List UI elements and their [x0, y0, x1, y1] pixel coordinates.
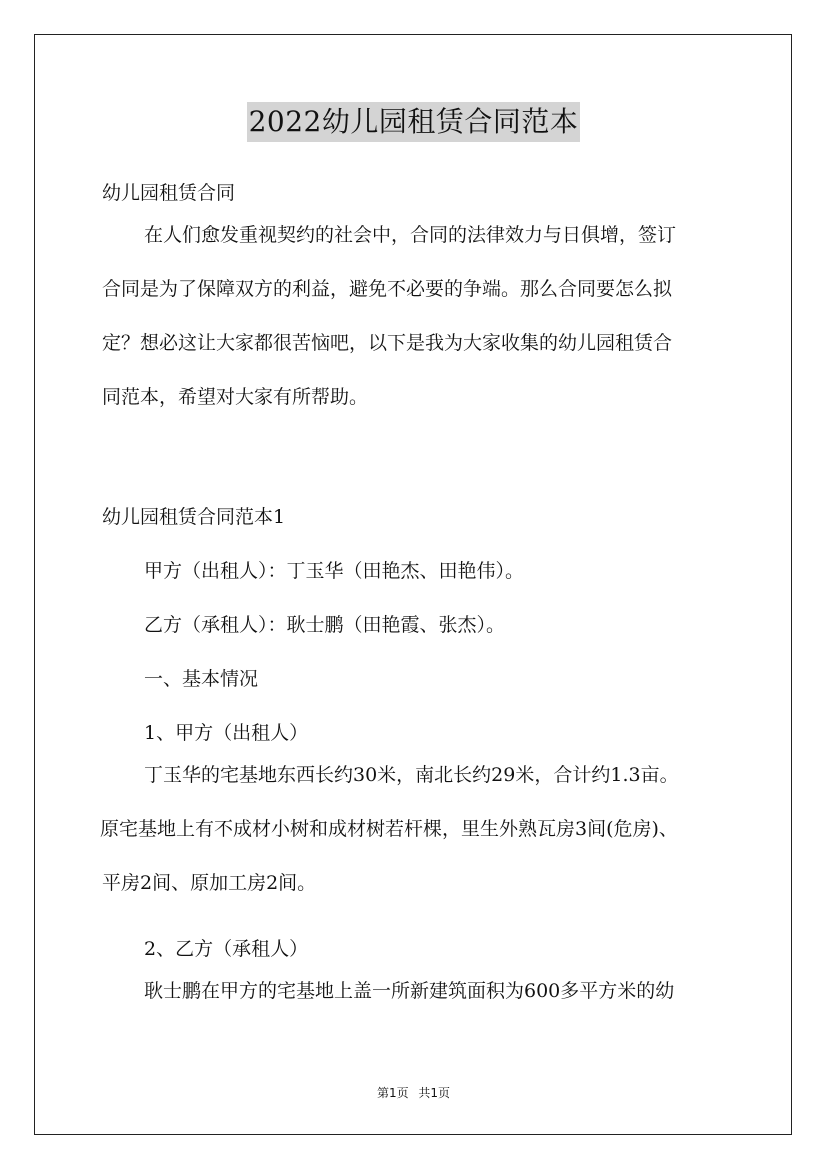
page-number-total: 共1页	[418, 1086, 451, 1100]
item-2-line: 耿士鹏在甲方的宅基地上盖一所新建筑面积为600多平方米的幼	[144, 980, 675, 1002]
item-2-title: 2、乙方（承租人）	[144, 938, 309, 960]
intro-line: 同范本，希望对大家有所帮助。	[102, 386, 369, 408]
item-1-paragraph	[102, 760, 752, 922]
page-footer	[0, 1084, 827, 1101]
document-subtitle: 幼儿园租赁合同	[102, 182, 236, 204]
party-b-line: 乙方（承租人）：耿士鹏（田艳霞、张杰）。	[144, 614, 506, 636]
item-1-line: 丁玉华的宅基地东西长约30米，南北长约29米，合计约1.3亩。	[144, 764, 679, 786]
heading-basic-info: 一、基本情况	[144, 668, 259, 690]
item-1-line: 原宅基地上有不成材小树和成材树若杆棵，里生外熟瓦房3间(危房)、	[100, 818, 678, 840]
intro-line: 定？想必这让大家都很苦恼吧，以下是我为大家收集的幼儿园租赁合	[102, 332, 673, 354]
title-container	[0, 102, 827, 142]
item-1-line: 平房2间、原加工房2间。	[102, 872, 317, 894]
intro-paragraph	[102, 220, 752, 436]
party-a-line: 甲方（出租人）：丁玉华（田艳杰、田艳伟）。	[144, 560, 525, 582]
intro-line: 合同是为了保障双方的利益，避免不必要的争端。那么合同要怎么拟	[102, 278, 673, 300]
page-number-current: 第1页	[376, 1086, 409, 1100]
document-title: 2022幼儿园租赁合同范本	[247, 102, 581, 142]
item-2-paragraph	[102, 976, 752, 1030]
item-1-title: 1、甲方（出租人）	[144, 722, 309, 744]
paragraph-gap	[102, 436, 752, 490]
intro-line: 在人们愈发重视契约的社会中，合同的法律效力与日俱增，签订	[144, 224, 677, 246]
document-body	[102, 166, 752, 1030]
section-title: 幼儿园租赁合同范本1	[102, 506, 286, 528]
